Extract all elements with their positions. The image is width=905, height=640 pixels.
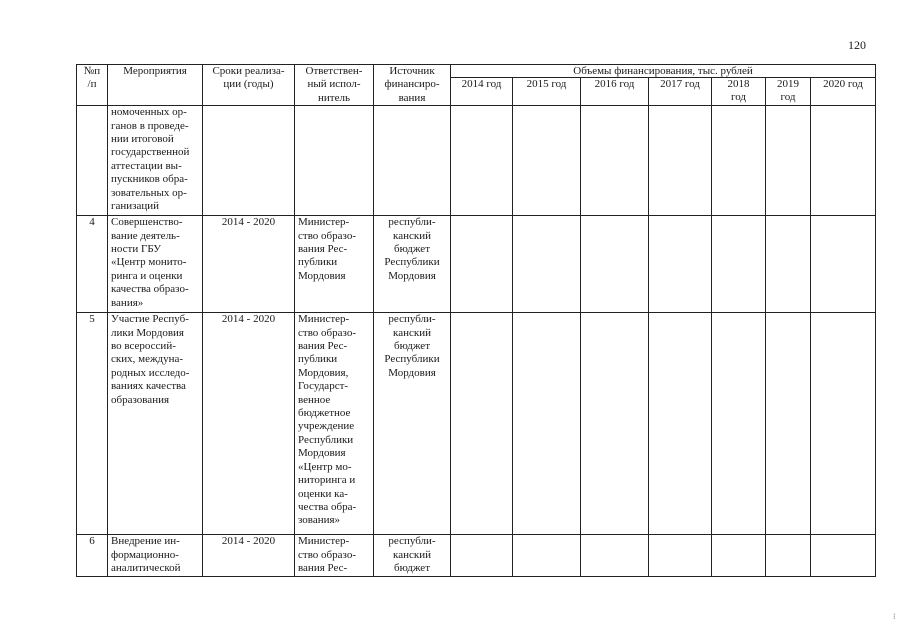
table-row: [77, 313, 876, 535]
row-cell: [581, 216, 649, 313]
row-measure: Совершенство- вание деятель- ности ГБУ «Центр монито- ринга и оценки качества образо- вания»: [108, 216, 203, 313]
row-source: [374, 106, 451, 216]
header-year: 2019 год: [766, 78, 811, 106]
row-num: 4: [77, 216, 108, 313]
row-cell: [811, 535, 876, 577]
row-cell: [581, 313, 649, 535]
row-source: республи- канский бюджет Республики Мордовия: [374, 216, 451, 313]
page-number: 120: [848, 38, 866, 52]
row-cell: [451, 313, 513, 535]
row-cell: [513, 535, 581, 577]
header-year: 2016 год: [581, 78, 649, 106]
row-num: 6: [77, 535, 108, 577]
row-cell: [712, 106, 766, 216]
row-cell: [766, 535, 811, 577]
row-cell: [513, 216, 581, 313]
header-year: 2015 год: [513, 78, 581, 106]
header-executor: Ответствен- ный испол- нитель: [295, 65, 374, 106]
row-cell: [581, 535, 649, 577]
header-num: №п /п: [77, 65, 108, 106]
row-cell: [811, 313, 876, 535]
row-cell: [766, 313, 811, 535]
row-cell: [649, 535, 712, 577]
row-source: республи- канский бюджет Республики Мордовия: [374, 313, 451, 535]
row-measure: Внедрение ин- формационно- аналитической: [108, 535, 203, 577]
row-cell: [712, 313, 766, 535]
header-year: 2020 год: [811, 78, 876, 106]
header-terms: Сроки реализа- ции (годы): [203, 65, 295, 106]
row-cell: [451, 106, 513, 216]
header-measure: Мероприятия: [108, 65, 203, 106]
header-financing: Объемы финансирования, тыс. рублей: [451, 65, 876, 78]
row-cell: [451, 535, 513, 577]
row-cell: [766, 106, 811, 216]
row-num: [77, 106, 108, 216]
row-executor: Министер- ство образо- вания Рес- публики Мордовия, Государст- венное бюджетное учреждение Республики Мордовия «Центр мо- ниторинга и оценки ка- чества обра- зования»: [295, 313, 374, 535]
header-row: [77, 65, 876, 78]
row-cell: [513, 106, 581, 216]
row-cell: [513, 313, 581, 535]
scan-mark: ⁝: [893, 612, 896, 621]
row-cell: [649, 313, 712, 535]
row-executor: Министер- ство образо- вания Рес- публики Мордовия: [295, 216, 374, 313]
row-cell: [451, 216, 513, 313]
header-year: 2014 год: [451, 78, 513, 106]
row-cell: [649, 216, 712, 313]
table-row: [77, 216, 876, 313]
row-cell: [811, 106, 876, 216]
financing-plan-table: [76, 64, 876, 577]
row-cell: [811, 216, 876, 313]
row-executor: Министер- ство образо- вания Рес-: [295, 535, 374, 577]
row-cell: [712, 216, 766, 313]
row-source: республи- канский бюджет: [374, 535, 451, 577]
header-year: 2018 год: [712, 78, 766, 106]
row-num: 5: [77, 313, 108, 535]
row-measure: Участие Респуб- лики Мордовия во всероссий- ских, междуна- родных исследо- ваниях качества образования: [108, 313, 203, 535]
row-terms: [203, 106, 295, 216]
row-cell: [649, 106, 712, 216]
row-cell: [581, 106, 649, 216]
header-year: 2017 год: [649, 78, 712, 106]
row-terms: 2014 - 2020: [203, 535, 295, 577]
table-row: [77, 106, 876, 216]
row-cell: [766, 216, 811, 313]
table-row: [77, 535, 876, 577]
row-cell: [712, 535, 766, 577]
row-executor: [295, 106, 374, 216]
header-source: Источник финансиро- вания: [374, 65, 451, 106]
row-terms: 2014 - 2020: [203, 216, 295, 313]
row-measure: номоченных ор- ганов в проведе- нии итоговой государственной аттестации вы- пускников обра- зовательных ор- ганизаций: [108, 106, 203, 216]
row-terms: 2014 - 2020: [203, 313, 295, 535]
